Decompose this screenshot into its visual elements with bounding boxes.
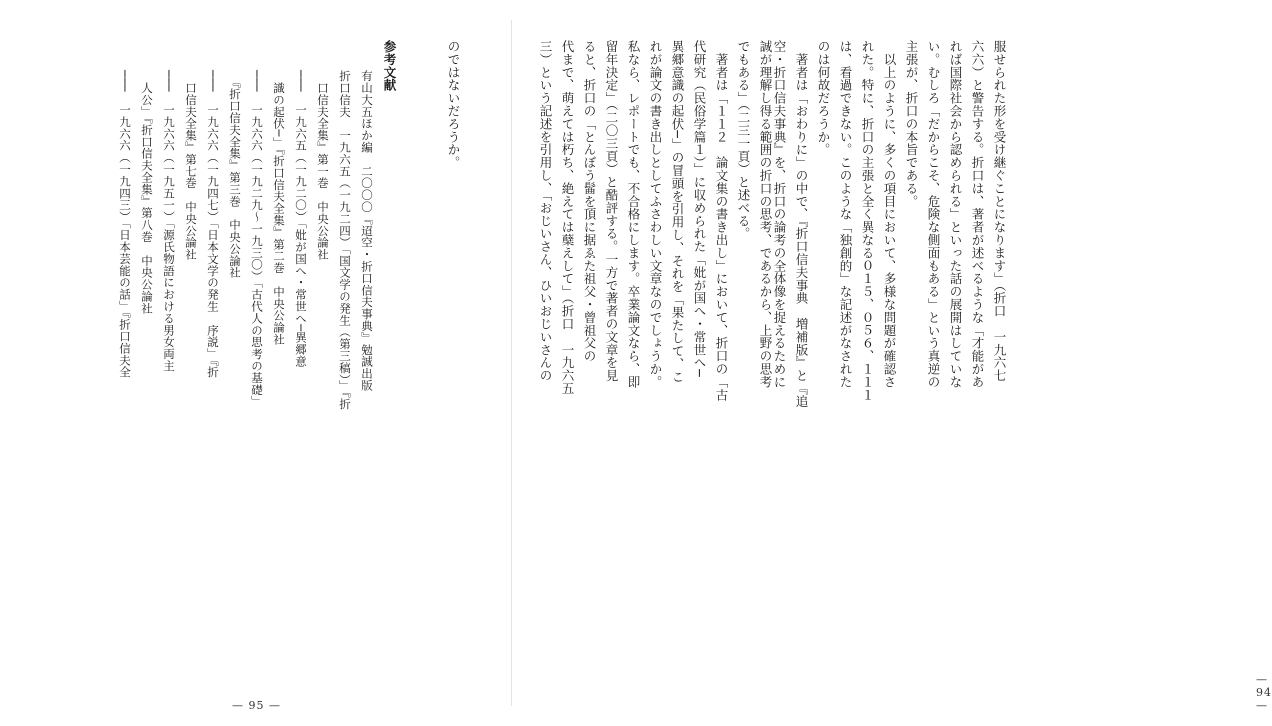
left-page (0, 0, 512, 726)
body-text-line: い。むしろ「だからこそ、危険な側面もある」という真逆の (926, 40, 941, 389)
reference-line: ─── 一九六六（一九四七）「日本文学の発生 序説」『折 (206, 70, 220, 378)
right-page (512, 0, 1272, 726)
references-heading: 参考文献 (382, 40, 397, 92)
body-text-line: 留年決定」（二〇三頁）と酷評する。一方で著者の文章を見 (604, 40, 619, 383)
reference-line: ─── 一九六六（一九四三）「日本芸能の話」『折口信夫全 (118, 70, 132, 378)
body-text-line: れた。特に、折口の主張と全く異なる０１５、０５６、１１１ (860, 40, 875, 402)
body-text-line: 誠が理解し得る範囲の折口の思考、であるから、上野の思考 (758, 40, 773, 389)
page-number-right: — 94 — (1256, 673, 1272, 712)
body-text-line: ると、折口の「とんぼう髷を頂に据ゑた祖父・曾祖父の (582, 40, 597, 363)
body-text-line: 空・折口信夫事典』を、折口の論考の全体像を捉えるために (772, 40, 787, 389)
body-text-line: 著者は「１１２ 論文集の書き出し」において、折口の「古 (714, 40, 729, 402)
reference-line: ─── 一九六六（一九五一）「源氏物語における男女両主 (162, 70, 176, 372)
body-text-line: でもある」（二三一頁）と述べる。 (736, 40, 751, 241)
body-text-line: れが論文の書き出しとしてふさわしい文章なのでしょうか。 (648, 40, 663, 389)
body-text-line: 主張が、折口の本旨である。 (904, 40, 919, 208)
closing-sentence: のではないだろうか。 (446, 40, 461, 169)
body-text-line: のは何故だろうか。 (816, 40, 831, 157)
body-text-line: 代研究（民俗学篇１）」に収められた「妣が国へ・常世へ─ (692, 40, 707, 378)
body-text-line: 服せられた形を受け継ぐことになります」（折口 一九六七 (992, 40, 1007, 383)
body-text-line: 以上のように、多くの項目において、多様な問題が確認さ (882, 40, 897, 389)
reference-line: 有山大五ほか編 二〇〇〇『迢空・折口信夫事典』勉誠出版 (360, 70, 374, 392)
body-text-line: 三）という記述を引用し、「おじいさん、ひいおじいさんの (538, 40, 553, 383)
reference-line: 識の起伏─」『折口信夫全集』第二巻 中央公論社 (272, 70, 286, 346)
reference-line: 『折口信夫全集』第三巻 中央公論社 (228, 70, 242, 279)
reference-line: ─── 一九六五（一九二〇）「妣が国へ・常世へ─異郷意 (294, 70, 308, 368)
reference-line: 人公」『折口信夫全集』第八巻 中央公論社 (140, 70, 154, 315)
body-text-line: 六六）と警告する。折口は、著者が述べるような「才能があ (970, 40, 985, 389)
body-text-line: は、看過できない。このような「独創的」な記述がなされた (838, 40, 853, 389)
page-number-left: — 95 — (232, 699, 281, 712)
reference-line: 口信夫全集』第一巻 中央公論社 (316, 70, 330, 261)
references-list-part1 (92, 70, 378, 670)
body-text-line: 異郷意識の起伏─」の冒頭を引用し、それを「果たして、こ (670, 40, 685, 384)
body-text-line: 代まで、萌えては朽ち、絶えては蘖えして」（折口 一九六五 (560, 40, 575, 395)
body-column-lower (526, 40, 776, 680)
body-text-line: 著者は「おわりに」の中で、『折口信夫事典 増補版』と『追 (794, 40, 809, 408)
reference-line: 折口信夫 一九六五（一九二四）「国文学の発生（第三稿）」『折 (338, 70, 352, 410)
reference-line: ─── 一九六六（一九二九～一九三〇）「古代人の思考の基礎」 (250, 70, 264, 408)
reference-line: 口信夫全集』第七巻 中央公論社 (184, 70, 198, 261)
body-text-line: れば国際社会から認められる」といった話の展開はしていな (948, 40, 963, 389)
body-text-line: 私なら、レポートでも、不合格にします。卒業論文なら、即 (626, 40, 641, 389)
body-column-upper (772, 40, 1010, 680)
